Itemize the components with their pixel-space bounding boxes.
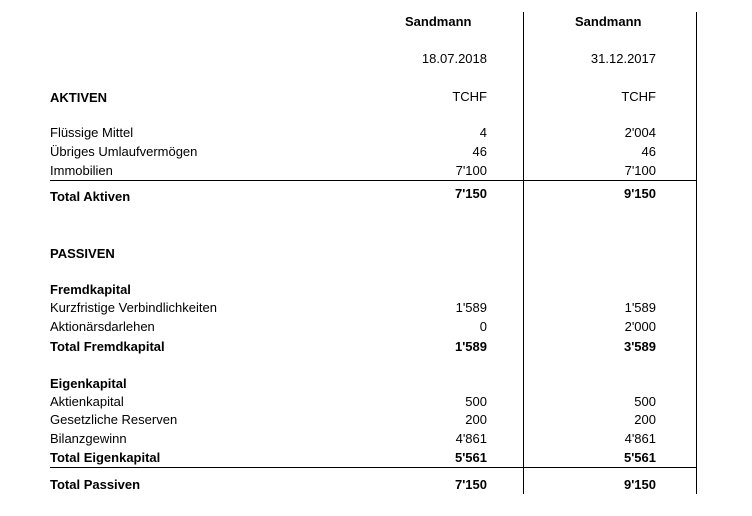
total-fremdkapital-label: Total Fremdkapital [50, 339, 165, 354]
col2-date: 31.12.2017 [590, 51, 656, 66]
col2-company-name: Sandmann [575, 14, 642, 29]
passiven-total-rule [50, 467, 696, 468]
row-value-col1: 500 [465, 394, 487, 409]
aktiven-heading: AKTIVEN [50, 90, 108, 105]
row-label: Kurzfristige Verbindlichkeiten [50, 300, 217, 315]
row-value-col2: 7'100 [624, 163, 656, 178]
total-passiven-col2: 9'150 [623, 477, 656, 492]
row-value-col1: 0 [479, 319, 487, 334]
total-passiven-label: Total Passiven [50, 477, 141, 492]
total-fremdkapital-col1: 1'589 [454, 339, 487, 354]
total-eigenkapital-col1: 5'561 [454, 450, 487, 465]
total-aktiven-col2: 9'150 [623, 186, 656, 201]
row-value-col1: 4 [479, 125, 487, 140]
total-eigenkapital-label: Total Eigenkapital [50, 450, 161, 465]
total-aktiven-label: Total Aktiven [50, 189, 131, 204]
aktiven-total-rule [50, 180, 696, 181]
col1-unit: TCHF [452, 89, 487, 104]
row-label: Aktienkapital [50, 394, 124, 409]
row-value-col2: 1'589 [624, 300, 656, 315]
col1-company-name: Sandmann [405, 14, 472, 29]
row-value-col2: 200 [634, 412, 656, 427]
row-label: Bilanzgewinn [50, 431, 127, 446]
col2-unit: TCHF [621, 89, 656, 104]
column-divider-2 [696, 12, 697, 494]
row-value-col2: 500 [634, 394, 656, 409]
row-label: Flüssige Mittel [50, 125, 134, 140]
row-value-col1: 7'100 [455, 163, 487, 178]
row-value-col1: 46 [472, 144, 487, 159]
total-fremdkapital-col2: 3'589 [623, 339, 656, 354]
passiven-heading: PASSIVEN [50, 246, 115, 261]
row-value-col2: 4'861 [624, 431, 656, 446]
row-label: Immobilien [50, 163, 113, 178]
row-value-col2: 2'000 [624, 319, 656, 334]
total-passiven-col1: 7'150 [454, 477, 487, 492]
row-label: Aktionärsdarlehen [50, 319, 155, 334]
fremdkapital-heading: Fremdkapital [50, 282, 131, 297]
row-value-col2: 2'004 [624, 125, 656, 140]
row-value-col1: 4'861 [455, 431, 487, 446]
total-eigenkapital-col2: 5'561 [623, 450, 656, 465]
total-aktiven-col1: 7'150 [454, 186, 487, 201]
row-value-col2: 46 [641, 144, 656, 159]
eigenkapital-heading: Eigenkapital [50, 376, 127, 391]
row-label: Übriges Umlaufvermögen [50, 144, 198, 159]
column-divider-1 [523, 12, 524, 494]
row-value-col1: 1'589 [455, 300, 487, 315]
col1-date: 18.07.2018 [421, 51, 487, 66]
row-value-col1: 200 [465, 412, 487, 427]
row-label: Gesetzliche Reserven [50, 412, 178, 427]
